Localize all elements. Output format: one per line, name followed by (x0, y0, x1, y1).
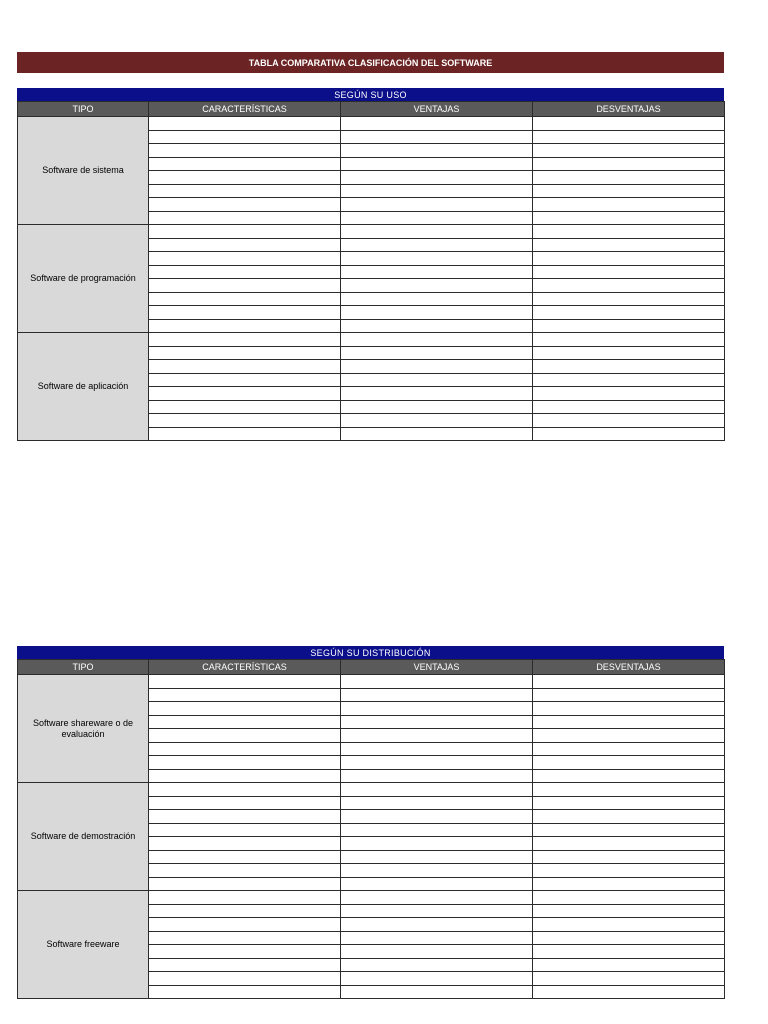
column-header-row (18, 102, 725, 117)
column-header-caracteristicas: CARACTERÍSTICAS (149, 102, 341, 117)
type-cell: Software de demostración (18, 783, 149, 891)
desventajas-cell[interactable] (533, 958, 725, 972)
column-header-row (18, 660, 725, 675)
ventajas-cell[interactable] (341, 360, 533, 374)
desventajas-cell[interactable] (533, 319, 725, 333)
ventajas-cell[interactable] (341, 810, 533, 824)
desventajas-cell[interactable] (533, 877, 725, 891)
type-cell: Software de aplicación (18, 333, 149, 441)
column-header-desventajas: DESVENTAJAS (533, 660, 725, 675)
caracteristicas-cell[interactable] (149, 756, 341, 770)
desventajas-cell[interactable] (533, 688, 725, 702)
caracteristicas-cell[interactable] (149, 400, 341, 414)
desventajas-cell[interactable] (533, 238, 725, 252)
desventajas-cell[interactable] (533, 972, 725, 986)
desventajas-cell[interactable] (533, 715, 725, 729)
comparison-table (17, 659, 725, 999)
column-header-ventajas: VENTAJAS (341, 660, 533, 675)
caracteristicas-cell[interactable] (149, 850, 341, 864)
caracteristicas-cell[interactable] (149, 742, 341, 756)
ventajas-cell[interactable] (341, 742, 533, 756)
type-cell: Software de sistema (18, 117, 149, 225)
caracteristicas-cell[interactable] (149, 958, 341, 972)
table-row (18, 117, 725, 131)
ventajas-cell[interactable] (341, 931, 533, 945)
ventajas-cell[interactable] (341, 715, 533, 729)
desventajas-cell[interactable] (533, 144, 725, 158)
caracteristicas-cell[interactable] (149, 796, 341, 810)
caracteristicas-cell[interactable] (149, 823, 341, 837)
ventajas-cell[interactable] (341, 211, 533, 225)
table-row (18, 783, 725, 797)
desventajas-cell[interactable] (533, 306, 725, 320)
column-header-caracteristicas: CARACTERÍSTICAS (149, 660, 341, 675)
ventajas-cell[interactable] (341, 688, 533, 702)
ventajas-cell[interactable] (341, 144, 533, 158)
caracteristicas-cell[interactable] (149, 783, 341, 797)
desventajas-cell[interactable] (533, 225, 725, 239)
desventajas-cell[interactable] (533, 837, 725, 851)
ventajas-cell[interactable] (341, 171, 533, 185)
caracteristicas-cell[interactable] (149, 972, 341, 986)
caracteristicas-cell[interactable] (149, 837, 341, 851)
section-segun-su-distribucion (17, 646, 724, 999)
ventajas-cell[interactable] (341, 427, 533, 441)
caracteristicas-cell[interactable] (149, 198, 341, 212)
desventajas-cell[interactable] (533, 904, 725, 918)
table-row (18, 675, 725, 689)
ventajas-cell[interactable] (341, 958, 533, 972)
desventajas-cell[interactable] (533, 427, 725, 441)
caracteristicas-cell[interactable] (149, 702, 341, 716)
ventajas-cell[interactable] (341, 414, 533, 428)
ventajas-cell[interactable] (341, 346, 533, 360)
ventajas-cell[interactable] (341, 904, 533, 918)
desventajas-cell[interactable] (533, 117, 725, 131)
ventajas-cell[interactable] (341, 400, 533, 414)
desventajas-cell[interactable] (533, 414, 725, 428)
ventajas-cell[interactable] (341, 864, 533, 878)
page-title: TABLA COMPARATIVA CLASIFICACIÓN DEL SOFTWARE (17, 52, 724, 73)
caracteristicas-cell[interactable] (149, 414, 341, 428)
ventajas-cell[interactable] (341, 130, 533, 144)
ventajas-cell[interactable] (341, 702, 533, 716)
caracteristicas-cell[interactable] (149, 319, 341, 333)
desventajas-cell[interactable] (533, 850, 725, 864)
caracteristicas-cell[interactable] (149, 918, 341, 932)
column-header-desventajas: DESVENTAJAS (533, 102, 725, 117)
caracteristicas-cell[interactable] (149, 333, 341, 347)
column-header-tipo: TIPO (18, 660, 149, 675)
desventajas-cell[interactable] (533, 729, 725, 743)
caracteristicas-cell[interactable] (149, 985, 341, 999)
caracteristicas-cell[interactable] (149, 864, 341, 878)
ventajas-cell[interactable] (341, 198, 533, 212)
desventajas-cell[interactable] (533, 211, 725, 225)
ventajas-cell[interactable] (341, 306, 533, 320)
ventajas-cell[interactable] (341, 985, 533, 999)
ventajas-cell[interactable] (341, 891, 533, 905)
ventajas-cell[interactable] (341, 675, 533, 689)
desventajas-cell[interactable] (533, 985, 725, 999)
ventajas-cell[interactable] (341, 387, 533, 401)
caracteristicas-cell[interactable] (149, 904, 341, 918)
section-heading: SEGÚN SU DISTRIBUCIÓN (17, 646, 724, 659)
caracteristicas-cell[interactable] (149, 373, 341, 387)
caracteristicas-cell[interactable] (149, 144, 341, 158)
desventajas-cell[interactable] (533, 279, 725, 293)
caracteristicas-cell[interactable] (149, 225, 341, 239)
desventajas-cell[interactable] (533, 891, 725, 905)
desventajas-cell[interactable] (533, 931, 725, 945)
ventajas-cell[interactable] (341, 796, 533, 810)
desventajas-cell[interactable] (533, 373, 725, 387)
ventajas-cell[interactable] (341, 373, 533, 387)
desventajas-cell[interactable] (533, 252, 725, 266)
ventajas-cell[interactable] (341, 252, 533, 266)
column-header-tipo: TIPO (18, 102, 149, 117)
caracteristicas-cell[interactable] (149, 360, 341, 374)
ventajas-cell[interactable] (341, 333, 533, 347)
caracteristicas-cell[interactable] (149, 688, 341, 702)
caracteristicas-cell[interactable] (149, 346, 341, 360)
desventajas-cell[interactable] (533, 769, 725, 783)
type-cell: Software shareware o de evaluación (18, 675, 149, 783)
caracteristicas-cell[interactable] (149, 184, 341, 198)
comparison-table (17, 101, 725, 441)
ventajas-cell[interactable] (341, 319, 533, 333)
ventajas-cell[interactable] (341, 292, 533, 306)
table-row (18, 333, 725, 347)
caracteristicas-cell[interactable] (149, 211, 341, 225)
desventajas-cell[interactable] (533, 742, 725, 756)
ventajas-cell[interactable] (341, 783, 533, 797)
caracteristicas-cell[interactable] (149, 157, 341, 171)
section-segun-su-uso (17, 88, 724, 441)
desventajas-cell[interactable] (533, 810, 725, 824)
desventajas-cell[interactable] (533, 702, 725, 716)
ventajas-cell[interactable] (341, 877, 533, 891)
desventajas-cell[interactable] (533, 360, 725, 374)
caracteristicas-cell[interactable] (149, 117, 341, 131)
caracteristicas-cell[interactable] (149, 387, 341, 401)
table-row (18, 225, 725, 239)
caracteristicas-cell[interactable] (149, 292, 341, 306)
caracteristicas-cell[interactable] (149, 279, 341, 293)
caracteristicas-cell[interactable] (149, 130, 341, 144)
desventajas-cell[interactable] (533, 796, 725, 810)
caracteristicas-cell[interactable] (149, 265, 341, 279)
desventajas-cell[interactable] (533, 198, 725, 212)
desventajas-cell[interactable] (533, 346, 725, 360)
desventajas-cell[interactable] (533, 783, 725, 797)
caracteristicas-cell[interactable] (149, 427, 341, 441)
caracteristicas-cell[interactable] (149, 729, 341, 743)
caracteristicas-cell[interactable] (149, 891, 341, 905)
ventajas-cell[interactable] (341, 238, 533, 252)
caracteristicas-cell[interactable] (149, 238, 341, 252)
table-row (18, 891, 725, 905)
ventajas-cell[interactable] (341, 184, 533, 198)
section-heading: SEGÚN SU USO (17, 88, 724, 101)
desventajas-cell[interactable] (533, 157, 725, 171)
desventajas-cell[interactable] (533, 675, 725, 689)
ventajas-cell[interactable] (341, 972, 533, 986)
desventajas-cell[interactable] (533, 171, 725, 185)
ventajas-cell[interactable] (341, 823, 533, 837)
desventajas-cell[interactable] (533, 918, 725, 932)
ventajas-cell[interactable] (341, 117, 533, 131)
caracteristicas-cell[interactable] (149, 810, 341, 824)
type-cell: Software de programación (18, 225, 149, 333)
caracteristicas-cell[interactable] (149, 877, 341, 891)
desventajas-cell[interactable] (533, 333, 725, 347)
desventajas-cell[interactable] (533, 292, 725, 306)
desventajas-cell[interactable] (533, 864, 725, 878)
ventajas-cell[interactable] (341, 265, 533, 279)
caracteristicas-cell[interactable] (149, 252, 341, 266)
ventajas-cell[interactable] (341, 157, 533, 171)
caracteristicas-cell[interactable] (149, 931, 341, 945)
desventajas-cell[interactable] (533, 400, 725, 414)
ventajas-cell[interactable] (341, 729, 533, 743)
caracteristicas-cell[interactable] (149, 675, 341, 689)
column-header-ventajas: VENTAJAS (341, 102, 533, 117)
desventajas-cell[interactable] (533, 387, 725, 401)
desventajas-cell[interactable] (533, 184, 725, 198)
desventajas-cell[interactable] (533, 823, 725, 837)
ventajas-cell[interactable] (341, 945, 533, 959)
ventajas-cell[interactable] (341, 918, 533, 932)
ventajas-cell[interactable] (341, 279, 533, 293)
desventajas-cell[interactable] (533, 265, 725, 279)
caracteristicas-cell[interactable] (149, 171, 341, 185)
caracteristicas-cell[interactable] (149, 306, 341, 320)
desventajas-cell[interactable] (533, 945, 725, 959)
desventajas-cell[interactable] (533, 130, 725, 144)
caracteristicas-cell[interactable] (149, 769, 341, 783)
ventajas-cell[interactable] (341, 225, 533, 239)
caracteristicas-cell[interactable] (149, 945, 341, 959)
ventajas-cell[interactable] (341, 769, 533, 783)
type-cell: Software freeware (18, 891, 149, 999)
ventajas-cell[interactable] (341, 850, 533, 864)
ventajas-cell[interactable] (341, 756, 533, 770)
ventajas-cell[interactable] (341, 837, 533, 851)
desventajas-cell[interactable] (533, 756, 725, 770)
caracteristicas-cell[interactable] (149, 715, 341, 729)
